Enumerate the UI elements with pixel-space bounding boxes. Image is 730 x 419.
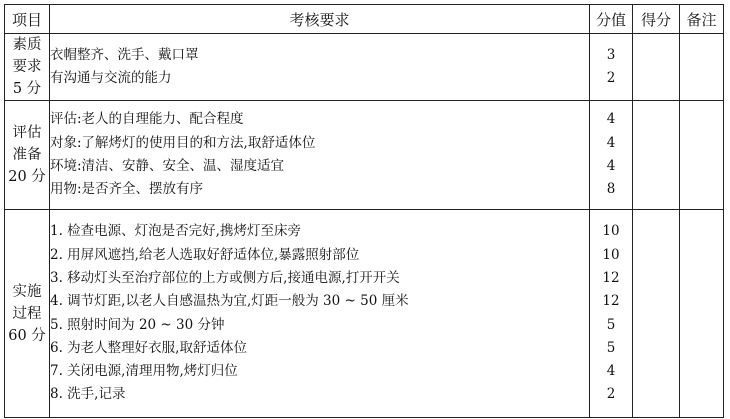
section-row: [5, 210, 724, 418]
requirement-line: 衣帽整齐、洗手、戴口罩: [50, 46, 199, 63]
requirement-line: 2. 用屏风遮挡,给老人选取好舒适体位,暴露照射部位: [50, 246, 360, 263]
requirement-line: 对象:了解烤灯的使用目的和方法,取舒适体位: [50, 134, 316, 151]
category-line: 60 分: [8, 327, 46, 344]
header-score: 分值: [590, 5, 633, 34]
requirement-line: 4. 调节灯距,以老人自感温热为宜,灯距一般为 30 ~ 50 厘米: [50, 293, 409, 310]
requirement-cell: [50, 34, 590, 101]
remark-cell: [680, 34, 724, 101]
score-cell: [590, 34, 633, 101]
requirement-line: 3. 移动灯头至治疗部位的上方或侧方后,接通电源,打开开关: [50, 269, 400, 286]
remark-cell: [680, 101, 724, 210]
score-value: 3: [606, 46, 616, 63]
category-line: 准备: [12, 147, 42, 163]
section-category: [5, 210, 50, 418]
score-value: 8: [606, 181, 616, 198]
category-line: 评估: [12, 125, 42, 141]
category-line: 5 分: [12, 81, 42, 97]
score-value: 12: [602, 293, 620, 310]
category-line: 实施: [12, 283, 42, 300]
requirement-line: 环境:清洁、安静、安全、温、湿度适宜: [50, 158, 285, 174]
requirement-line: 8. 洗手,记录: [50, 386, 126, 403]
score-value: 4: [606, 363, 616, 380]
score-value: 5: [606, 316, 616, 333]
score-value: 4: [606, 111, 616, 128]
section-row: [5, 101, 724, 210]
section-category: [5, 101, 50, 210]
obtained-cell: [633, 210, 680, 418]
section-row: [5, 34, 724, 101]
requirement-line: 有沟通与交流的能力: [50, 70, 172, 86]
requirement-line: 5. 照射时间为 20 ~ 30 分钟: [50, 316, 225, 333]
header-remark: 备注: [680, 5, 724, 34]
header-requirement: 考核要求: [50, 5, 590, 34]
score-value: 4: [606, 134, 616, 151]
score-value: 10: [602, 223, 620, 240]
score-cell: [590, 101, 633, 210]
requirement-line: 7. 关闭电源,清理用物,烤灯归位: [50, 363, 238, 380]
header-obtained: 得分: [633, 5, 680, 34]
category-line: 20 分: [8, 169, 46, 185]
requirement-cell: [50, 101, 590, 210]
header-row: [5, 5, 724, 34]
requirement-line: 用物:是否齐全、摆放有序: [50, 181, 204, 198]
requirement-line: 评估:老人的自理能力、配合程度: [50, 111, 244, 128]
remark-cell: [680, 210, 724, 418]
score-value: 2: [606, 386, 616, 403]
category-line: 要求: [12, 59, 42, 75]
section-category: [5, 34, 50, 101]
score-value: 4: [606, 158, 616, 174]
score-cell: [590, 210, 633, 418]
assessment-table: [4, 4, 724, 418]
requirement-line: 6. 为老人整理好衣服,取舒适体位: [50, 339, 247, 356]
requirement-cell: [50, 210, 590, 418]
obtained-cell: [633, 34, 680, 101]
score-value: 10: [602, 246, 620, 263]
score-value: 2: [606, 70, 616, 86]
category-line: 素质: [12, 37, 42, 53]
category-line: 过程: [12, 305, 42, 322]
header-item: 项目: [5, 5, 50, 34]
requirement-line: 1. 检查电源、灯泡是否完好,携烤灯至床旁: [50, 223, 301, 240]
score-value: 12: [602, 269, 620, 286]
obtained-cell: [633, 101, 680, 210]
score-value: 5: [606, 339, 616, 356]
